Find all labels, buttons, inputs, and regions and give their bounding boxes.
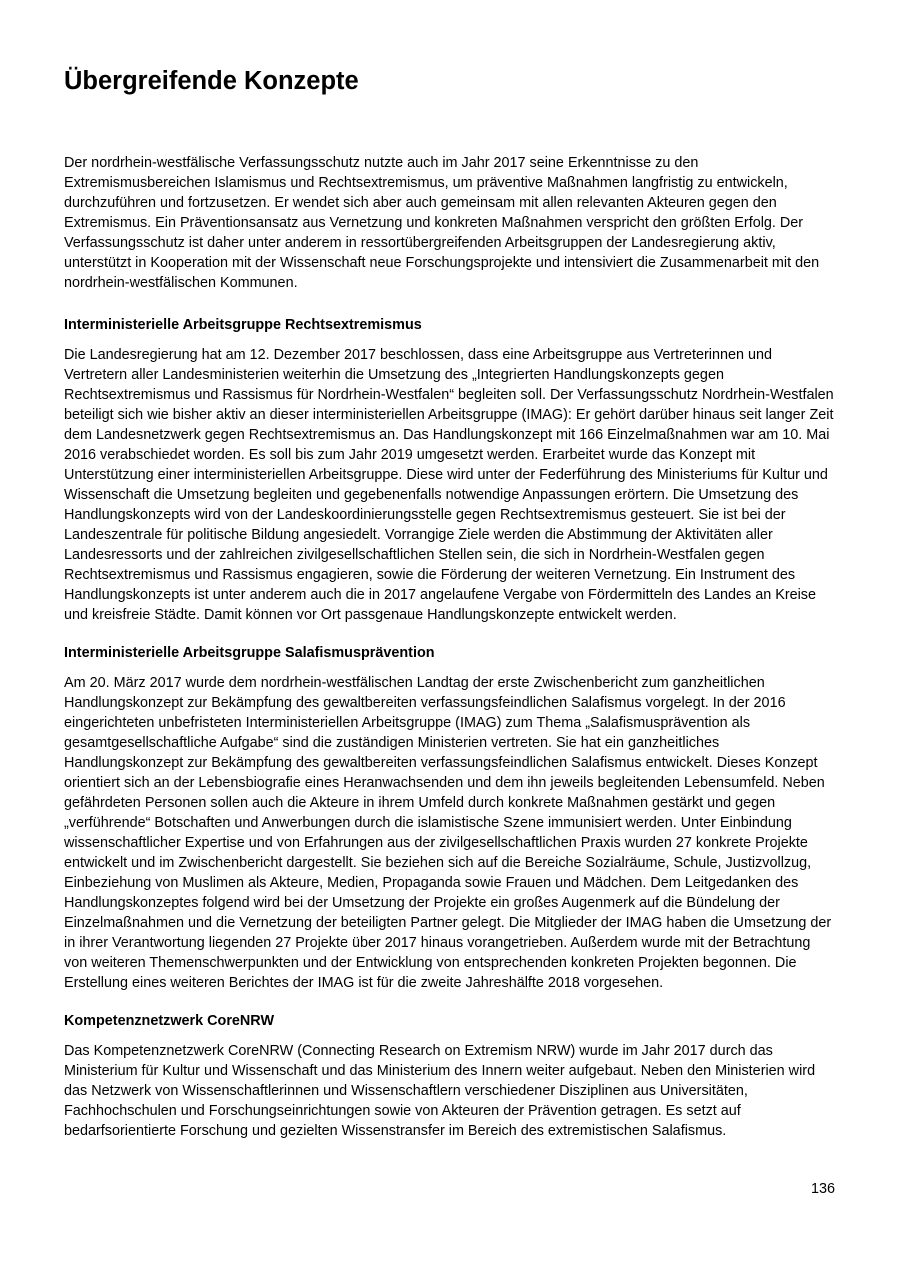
- section-heading: Interministerielle Arbeitsgruppe Salafismusprävention: [64, 645, 435, 661]
- section-rechtsextremismus: [64, 315, 836, 625]
- section-heading: Kompetenznetzwerk CoreNRW: [64, 1013, 275, 1029]
- section-salafismuspraevention: [64, 643, 836, 993]
- section-paragraph: Das Kompetenznetzwerk CoreNRW (Connecting Research on Extremism NRW) wurde im Jahr 2017 durch das Ministerium für Kultur und Wissenschaft und das Ministerium des Innern weiter aufgebaut. Neben den Ministerien wird das Netzwerk von Wissenschaftlerinnen und Wissenschaftlern verschiedener Disziplinen aus Universitäten, Fachhochschulen und Forschungseinrichtungen sowie von Akteuren der Prävention getragen. Es setzt auf bedarfsorientierte Forschung und gezielten Wissenstransfer im Bereich des extremistischen Salafismus.: [64, 1043, 816, 1139]
- page-title: Übergreifende Konzepte: [64, 67, 359, 95]
- document-page: [64, 0, 836, 1274]
- section-paragraph: Die Landesregierung hat am 12. Dezember 2017 beschlossen, dass eine Arbeitsgruppe aus Vertreterinnen und Vertretern aller Landesministerien weiterhin die Umsetzung des „Integrierten Handlungskonzepts gegen Rechtsextremismus und Rassismus für Nordrhein-Westfalen“ begleiten soll. Der Verfassungsschutz Nordrhein-Westfalen beteiligt sich wie bisher aktiv an dieser interministeriellen Arbeitsgruppe (IMAG): Er gehört darüber hinaus seit langer Zeit dem Landesnetzwerk gegen Rechtsextremismus an. Das Handlungskonzept mit 166 Einzelmaßnahmen war am 10. Mai 2016 verabschiedet worden. Es soll bis zum Jahr 2019 umgesetzt werden. Erarbeitet wurde das Konzept mit Unterstützung einer interministeriellen Arbeitsgruppe. Diese wird unter der Federführung des Ministeriums für Kultur und Wissenschaft die Umsetzung begleiten und gegebenenfalls notwendige Anpassungen erörtern. Die Umsetzung des Handlungskonzepts wird von der Landeskoordinierungsstelle gegen Rechtsextremismus gesteuert. Sie ist bei der Landeszentrale für politische Bildung angesiedelt. Vorrangige Ziele werden die Abstimmung der Aktivitäten aller Landesressorts und der zahlreichen zivilgesellschaftlichen Stellen sein, die sich in Nordrhein-Westfalen gegen Rechtsextremismus und Rassismus engagieren, sowie die Förderung der weiteren Vernetzung. Ein Instrument des Handlungskonzepts ist unter anderem auch die in 2017 angelaufene Vergabe von Fördermitteln des Landes an Kreise und kreisfreie Städte. Damit können vor Ort passgenaue Handlungskonzepte entwickelt werden.: [64, 347, 834, 623]
- document-body: [64, 153, 836, 1159]
- intro-paragraph: Der nordrhein-westfälische Verfassungsschutz nutzte auch im Jahr 2017 seine Erkenntnisse zu den Extremismusbereichen Islamismus und Rechtsextremismus, um präventive Maßnahmen langfristig zu entwickeln, durchzuführen und fortzusetzen. Er wendet sich aber auch gemeinsam mit allen relevanten Akteuren gegen den Extremismus. Ein Präventionsansatz aus Vernetzung und konkreten Maßnahmen verspricht den größten Erfolg. Der Verfassungsschutz ist daher unter anderem in ressortübergreifenden Arbeitsgruppen der Landesregierung aktiv, unterstützt in Kooperation mit der Wissenschaft neue Forschungsprojekte und intensiviert die Zusammenarbeit mit den nordrhein-westfälischen Kommunen.: [64, 155, 820, 291]
- section-corenrw: [64, 1011, 836, 1141]
- section-paragraph: Am 20. März 2017 wurde dem nordrhein-westfälischen Landtag der erste Zwischenbericht zum ganzheitlichen Handlungskonzept zur Bekämpfung des gewaltbereiten verfassungsfeindlichen Salafismus vorgelegt. In der 2016 eingerichteten unbefristeten Interministeriellen Arbeitsgruppe (IMAG) zum Thema „Salafismusprävention als gesamtgesellschaftliche Aufgabe“ sind die zuständigen Ministerien vertreten. Sie hat ein ganzheitliches Handlungskonzept zur Bekämpfung des gewaltbereiten verfassungsfeindlichen Salafismus entwickelt. Dieses Konzept orientiert sich an der Lebensbiografie eines Heranwachsenden und dem ihn jeweils begleitenden Lebensumfeld. Neben gefährdeten Personen sollen auch die Akteure in ihrem Umfeld durch konkrete Maßnahmen gestärkt und gegen „verführende“ Botschaften und Anwerbungen durch die islamistische Szene immunisiert werden. Unter Einbindung wissenschaftlicher Expertise und von Erfahrungen aus der zivilgesellschaftlichen Praxis wurden 27 konkrete Projekte entwickelt und im Zwischenbericht dargestellt. Sie beziehen sich auf die Bereiche Sozialräume, Schule, Justizvollzug, Einbeziehung von Muslimen als Akteure, Medien, Propaganda sowie Frauen und Mädchen. Dem Leitgedanken des Handlungskonzeptes folgend wird bei der Umsetzung der Projekte ein großes Augenmerk auf die Bündelung der Einzelmaßnahmen und die Vernetzung der beteiligten Partner gelegt. Die Mitglieder der IMAG haben die Umsetzung der in ihrer Verantwortung liegenden 27 Projekte über 2017 hinaus vorangetrieben. Außerdem wurde mit der Betrachtung von weiteren Themenschwerpunkten und der Entwicklung von entsprechenden konkreten Projekten begonnen. Die Erstellung eines weiteren Berichtes der IMAG ist für die zweite Jahreshälfte 2018 vorgesehen.: [64, 675, 832, 991]
- page-number: 136: [810, 1181, 835, 1197]
- section-heading: Interministerielle Arbeitsgruppe Rechtsextremismus: [64, 317, 422, 333]
